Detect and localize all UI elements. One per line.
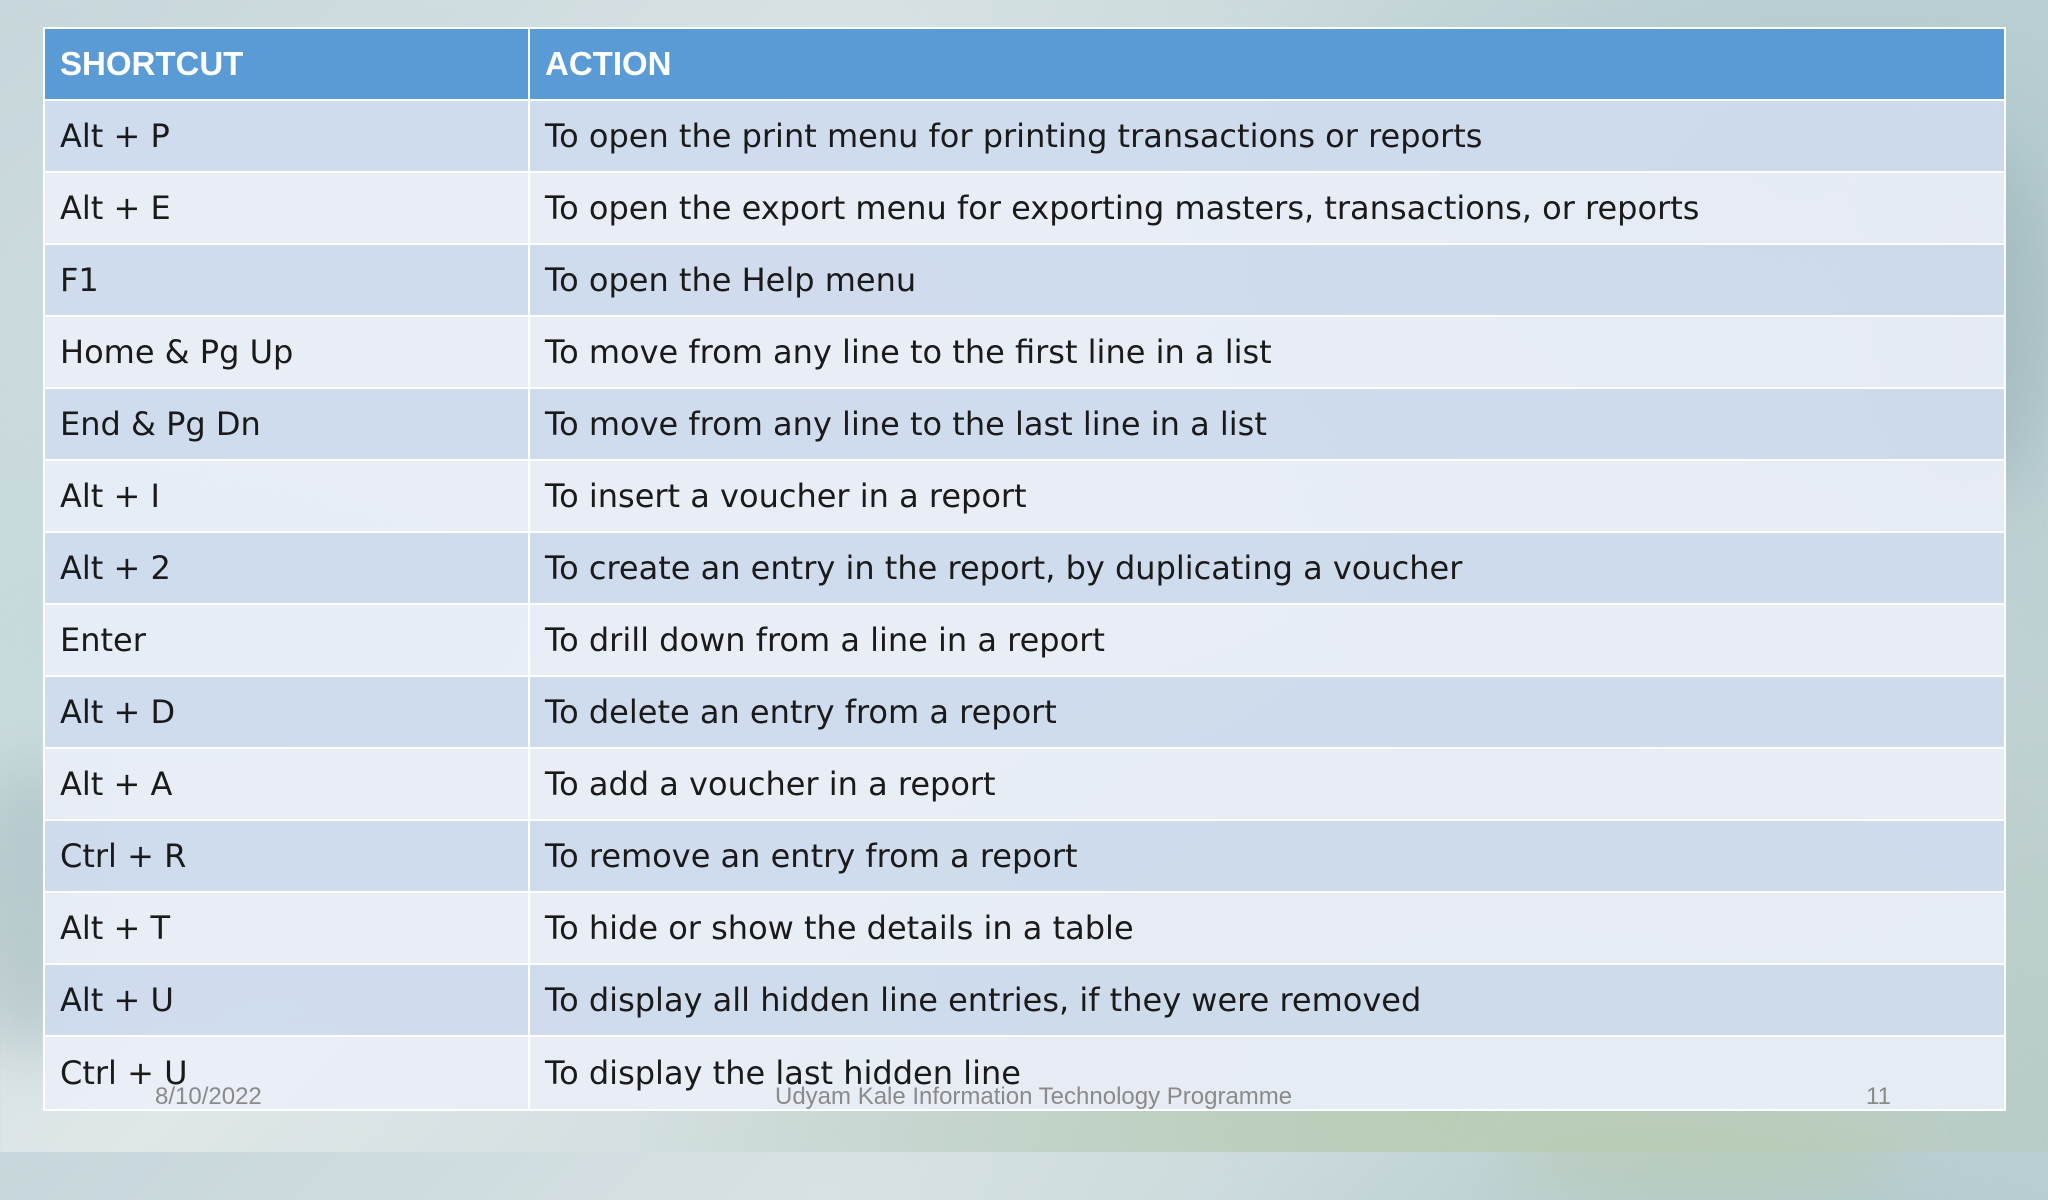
table-row bbox=[44, 604, 2005, 676]
header-action: ACTION bbox=[529, 28, 2005, 100]
table-row bbox=[44, 460, 2005, 532]
action-cell: To move from any line to the first line in a list bbox=[529, 316, 2005, 388]
shortcut-cell: Alt + U bbox=[44, 964, 529, 1036]
shortcut-cell: Alt + T bbox=[44, 892, 529, 964]
table-row bbox=[44, 748, 2005, 820]
table-header-row bbox=[44, 28, 2005, 100]
table-row bbox=[44, 100, 2005, 172]
action-cell: To display the last hidden line bbox=[529, 1036, 2005, 1110]
table-row bbox=[44, 964, 2005, 1036]
shortcut-cell: Alt + 2 bbox=[44, 532, 529, 604]
header-shortcut: SHORTCUT bbox=[44, 28, 529, 100]
shortcut-cell: Alt + I bbox=[44, 460, 529, 532]
table-row bbox=[44, 532, 2005, 604]
action-cell: To drill down from a line in a report bbox=[529, 604, 2005, 676]
table-row bbox=[44, 172, 2005, 244]
table-row bbox=[44, 676, 2005, 748]
shortcut-cell: Alt + P bbox=[44, 100, 529, 172]
shortcut-cell: End & Pg Dn bbox=[44, 388, 529, 460]
action-cell: To move from any line to the last line in a list bbox=[529, 388, 2005, 460]
action-cell: To open the print menu for printing transactions or reports bbox=[529, 100, 2005, 172]
action-cell: To remove an entry from a report bbox=[529, 820, 2005, 892]
table-row bbox=[44, 388, 2005, 460]
shortcut-cell: Ctrl + R bbox=[44, 820, 529, 892]
action-cell: To delete an entry from a report bbox=[529, 676, 2005, 748]
shortcut-cell: Enter bbox=[44, 604, 529, 676]
shortcut-cell: Ctrl + U bbox=[44, 1036, 529, 1110]
shortcut-cell: Alt + D bbox=[44, 676, 529, 748]
table-row bbox=[44, 244, 2005, 316]
table-row bbox=[44, 316, 2005, 388]
shortcut-cell: F1 bbox=[44, 244, 529, 316]
action-cell: To open the export menu for exporting masters, transactions, or reports bbox=[529, 172, 2005, 244]
shortcut-table bbox=[43, 27, 2006, 1111]
shortcut-cell: Alt + E bbox=[44, 172, 529, 244]
footer-title: Udyam Kale Information Technology Programme bbox=[775, 1083, 1293, 1110]
action-cell: To open the Help menu bbox=[529, 244, 2005, 316]
footer-page-number: 11 bbox=[1866, 1083, 1891, 1110]
action-cell: To hide or show the details in a table bbox=[529, 892, 2005, 964]
action-cell: To insert a voucher in a report bbox=[529, 460, 2005, 532]
shortcut-cell: Alt + A bbox=[44, 748, 529, 820]
footer-date: 8/10/2022 bbox=[155, 1083, 262, 1110]
table-row bbox=[44, 892, 2005, 964]
table-row bbox=[44, 820, 2005, 892]
shortcut-cell: Home & Pg Up bbox=[44, 316, 529, 388]
action-cell: To display all hidden line entries, if they were removed bbox=[529, 964, 2005, 1036]
table-body bbox=[44, 100, 2005, 1110]
action-cell: To add a voucher in a report bbox=[529, 748, 2005, 820]
action-cell: To create an entry in the report, by duplicating a voucher bbox=[529, 532, 2005, 604]
shortcut-table-container bbox=[43, 27, 2004, 1138]
